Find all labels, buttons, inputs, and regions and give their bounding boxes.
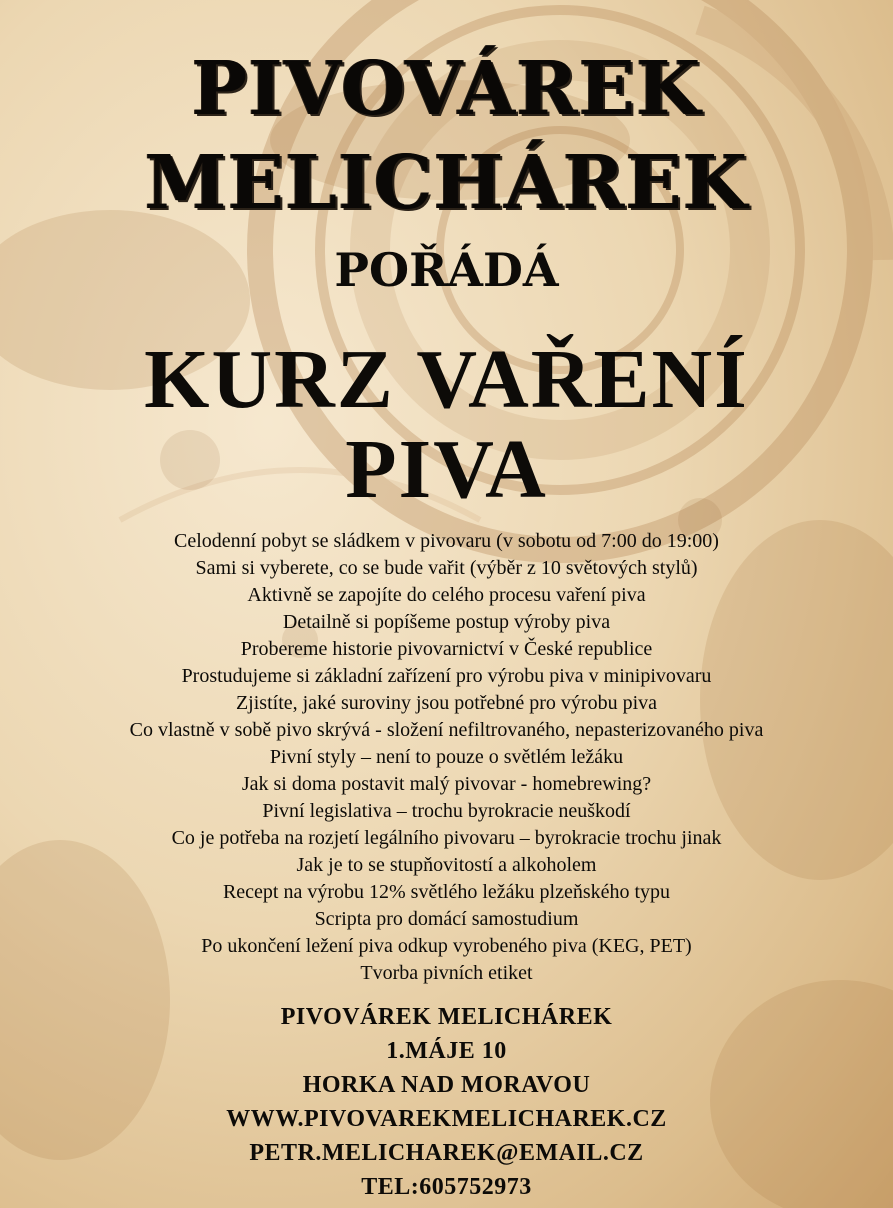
list-item: Recept na výrobu 12% světlého ležáku plzeňského typu (222, 881, 671, 903)
list-item: Jak si doma postavit malý pivovar - homebrewing? (241, 773, 652, 795)
list-item: Prostudujeme si základní zařízení pro výrobu piva v minipivovaru (181, 665, 712, 687)
brand-title-line-1: PIVOVÁREK (191, 46, 702, 132)
contact-email: PETR.MELICHAREK@EMAIL.CZ (249, 1140, 644, 1166)
list-item: Detailně si popíšeme postup výroby piva (282, 611, 611, 633)
contact-town: HORKA NAD MORAVOU (302, 1072, 591, 1098)
list-item: Pivní styly – není to pouze o světlém ležáku (269, 746, 624, 768)
contact-website: WWW.PIVOVAREKMELICHAREK.CZ (226, 1106, 667, 1132)
feature-list (0, 528, 893, 987)
list-item: Celodenní pobyt se sládkem v pivovaru (v sobotu od 7:00 do 19:00) (174, 530, 719, 552)
list-item: Pivní legislativa – trochu byrokracie neuškodí (262, 800, 631, 822)
list-item: Sami si vyberete, co se bude vařit (výběr z 10 světových stylů) (195, 557, 698, 579)
list-item: Tvorba pivních etiket (360, 962, 533, 984)
contact-phone: TEL:605752973 (361, 1174, 532, 1200)
contact-block (0, 1000, 893, 1204)
contact-name: PIVOVÁREK MELICHÁREK (280, 1004, 613, 1030)
organizes-label: POŘÁDÁ (334, 243, 559, 297)
list-item: Scripta pro domácí samostudium (314, 908, 579, 930)
list-item: Co vlastně v sobě pivo skrývá - složení nefiltrovaného, nepasterizovaného piva (129, 719, 764, 741)
course-title-line-2: PIVA (345, 423, 548, 516)
contact-street: 1.MÁJE 10 (386, 1038, 507, 1064)
list-item: Zjistíte, jaké suroviny jsou potřebné pro výrobu piva (235, 692, 658, 714)
list-item: Jak je to se stupňovitostí a alkoholem (296, 854, 597, 876)
list-item: Probereme historie pivovarnictví v České republice (240, 638, 653, 660)
list-item: Co je potřeba na rozjetí legálního pivovaru – byrokracie trochu jinak (171, 827, 722, 849)
list-item: Po ukončení ležení piva odkup vyrobeného piva (KEG, PET) (201, 935, 692, 957)
list-item: Aktivně se zapojíte do celého procesu vaření piva (247, 584, 646, 606)
course-title-line-1: KURZ VAŘENÍ (144, 333, 749, 426)
brand-title-line-2: MELICHÁREK (144, 140, 749, 226)
